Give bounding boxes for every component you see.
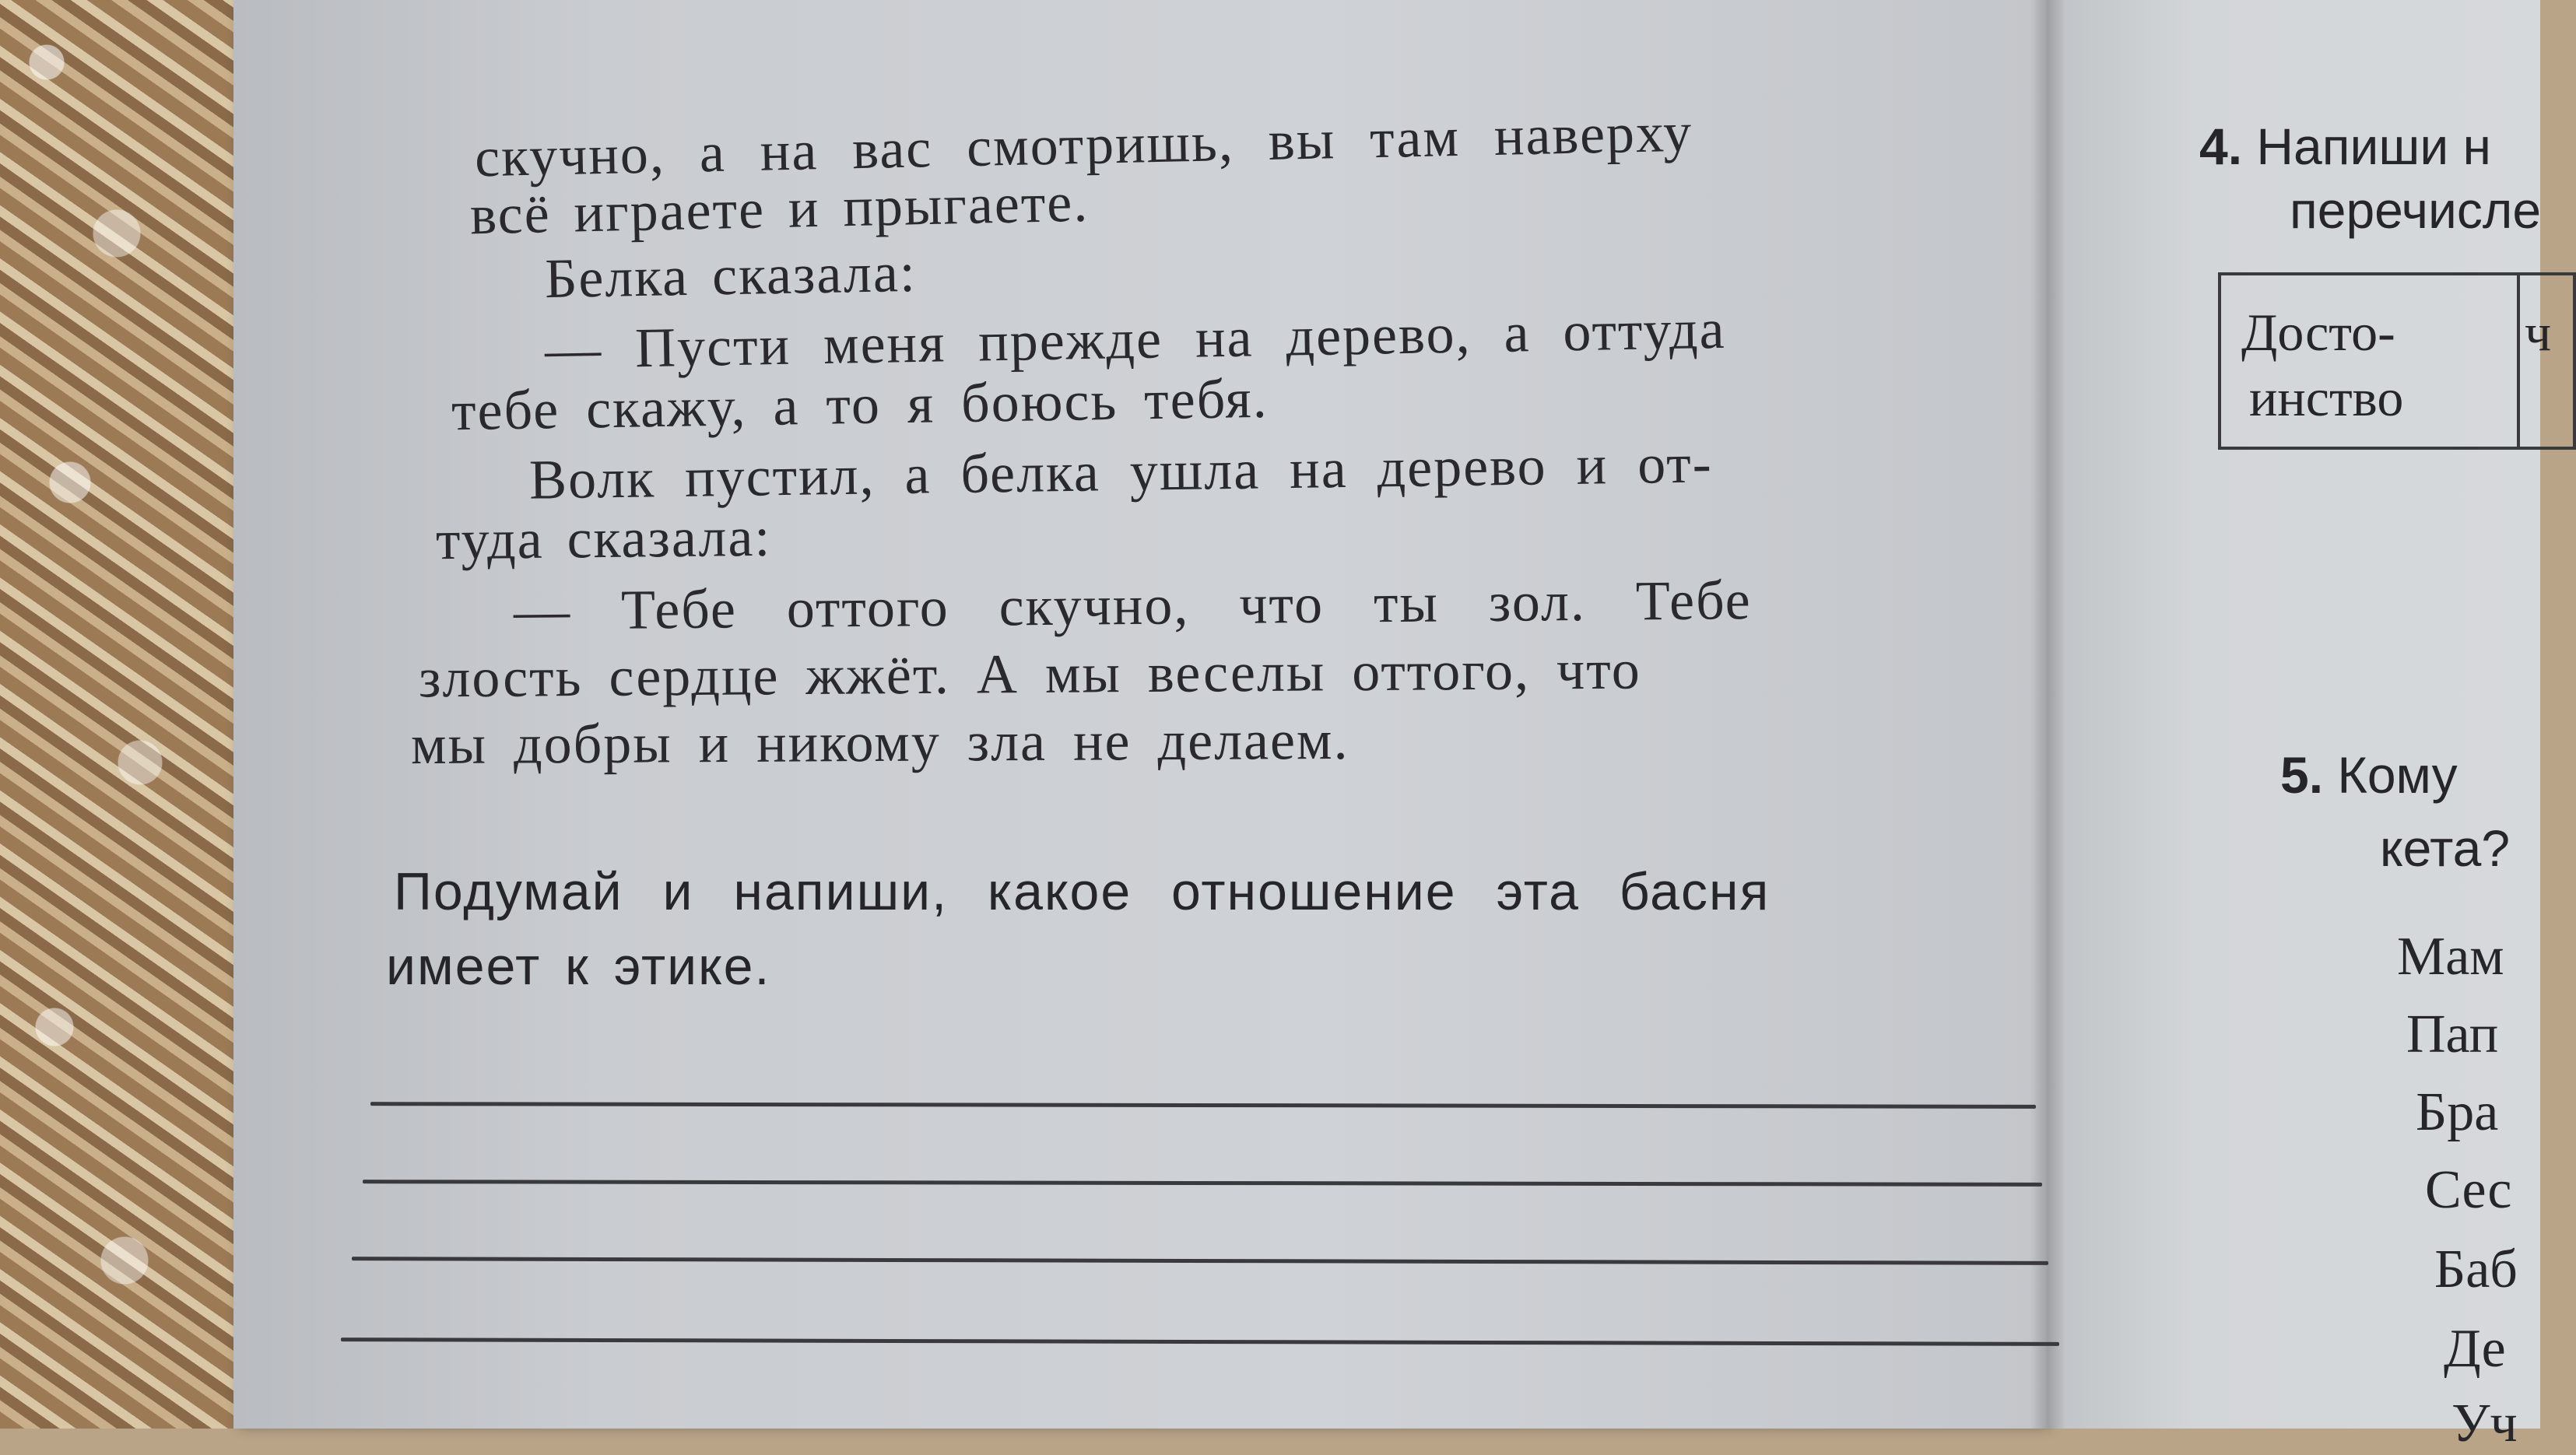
- book-gutter: [2030, 0, 2065, 1429]
- story-line-6: Волк пустил, а белка ушла на дерево и от-: [528, 432, 1714, 511]
- story-line-4: — Пусти меня прежде на дерево, а оттуда: [544, 297, 1727, 381]
- table-cell-header-line-2: инство: [2249, 368, 2404, 427]
- story-line-9: злость сердце жжёт. А мы веселы оттого, что: [418, 638, 1642, 710]
- task5-text-line-1: Кому: [2337, 746, 2458, 804]
- task4-text-line-1: Напиши н: [2256, 117, 2491, 175]
- list-item-1: Мам: [2397, 927, 2504, 987]
- table-cell-header-line-1: Досто-: [2241, 303, 2395, 362]
- task-prompt-line-1: Подумай и напиши, какое отношение эта басня: [394, 862, 1771, 921]
- story-line-10: мы добры и никому зла не делаем.: [410, 708, 1349, 777]
- task5-text-line-2: кета?: [2380, 819, 2511, 877]
- task5-header: [2280, 745, 2458, 805]
- table-cell-next-column: ч: [2525, 303, 2552, 362]
- list-item-6: Де: [2444, 1319, 2506, 1379]
- task4-text-line-2: перечисле: [2290, 181, 2542, 239]
- story-line-5: тебе скажу, а то я боюсь тебя.: [451, 366, 1269, 443]
- task4-number: 4.: [2199, 117, 2243, 175]
- task4-header: [2199, 117, 2491, 176]
- list-item-4: Сес: [2425, 1160, 2512, 1220]
- story-line-7: туда сказала:: [435, 505, 772, 572]
- list-item-3: Бра: [2416, 1082, 2499, 1142]
- list-item-2: Пап: [2406, 1004, 2499, 1064]
- task5-number: 5.: [2280, 746, 2324, 804]
- tablecloth-background: [0, 0, 249, 1429]
- list-item-7: Уч: [2451, 1394, 2518, 1453]
- table-column-divider: [2517, 274, 2520, 448]
- task-prompt-line-2: имеет к этике.: [386, 937, 771, 996]
- story-line-1: скучно, а на вас смотришь, вы там наверху: [474, 100, 1693, 189]
- story-line-2: всё играете и прыгаете.: [469, 170, 1090, 247]
- list-item-5: Баб: [2434, 1239, 2518, 1299]
- story-line-8: — Тебе оттого скучно, что ты зол. Тебе: [513, 569, 1752, 642]
- story-line-3: Белка сказала:: [544, 240, 918, 310]
